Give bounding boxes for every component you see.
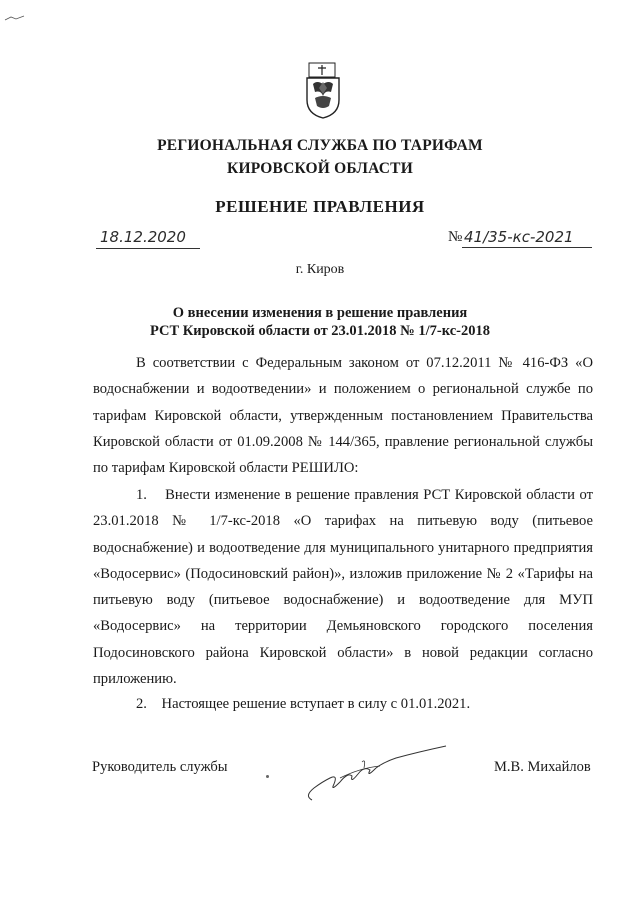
document-number: 41/35-кс-2021: [464, 228, 574, 246]
ink-dot: [266, 775, 269, 778]
number-underline: [462, 247, 592, 248]
document-title: РЕШЕНИЕ ПРАВЛЕНИЯ: [215, 197, 425, 216]
scan-mark: [4, 14, 26, 22]
org-name-line1: РЕГИОНАЛЬНАЯ СЛУЖБА ПО ТАРИФАМ: [157, 137, 483, 154]
coat-of-arms-icon: [303, 60, 343, 120]
item-1: [93, 482, 593, 692]
preamble: [93, 350, 593, 481]
item-2-number: 2.: [136, 696, 147, 712]
city: г. Киров: [295, 262, 345, 277]
item-1-text: Внести изменение в решение правления РСТ Кировской области от 23.01.2018 № 1/7-кс-2018 «О тарифах на питьевую воду (питьевое водоснабжение) и водоотведение для муниципального унитарного предприятия «Водосервис» (Подосиновский район)», изложив приложение № 2 «Тарифы на питьевую воду (питьевое водоснабжение) и водоотведение для МУП «Водосервис» на территории Демьяновского городского поселения Подосиновского района Кировской области» в новой редакции согласно приложению.: [93, 487, 594, 688]
item-1-number: 1.: [136, 487, 147, 503]
subject-line1: О внесении изменения в решение правления: [172, 305, 468, 321]
org-name-line2: КИРОВСКОЙ ОБЛАСТИ: [227, 160, 413, 177]
item-2-text: Настоящее решение вступает в силу с 01.01.2021.: [161, 696, 471, 712]
date-underline: [96, 248, 200, 249]
number-label: №: [448, 229, 463, 245]
handwritten-signature: [300, 738, 450, 808]
signer-role: Руководитель службы: [92, 759, 228, 775]
document-date: 18.12.2020: [100, 228, 186, 246]
preamble-text: В соответствии с Федеральным законом от 07.12.2011 № 416-ФЗ «О водоснабжении и водоотведении» и положением о региональной службе по тарифам Кировской области, утвержденным постановлением Правительства Кировской области от 01.09.2008 № 144/365, правление региональной службы по тарифам Кировской области РЕШИЛО:: [93, 355, 593, 477]
signer-name: М.В. Михайлов: [494, 759, 591, 775]
subject-line2: РСТ Кировской области от 23.01.2018 № 1/7-кс-2018: [149, 323, 490, 339]
item-2: [93, 691, 593, 717]
